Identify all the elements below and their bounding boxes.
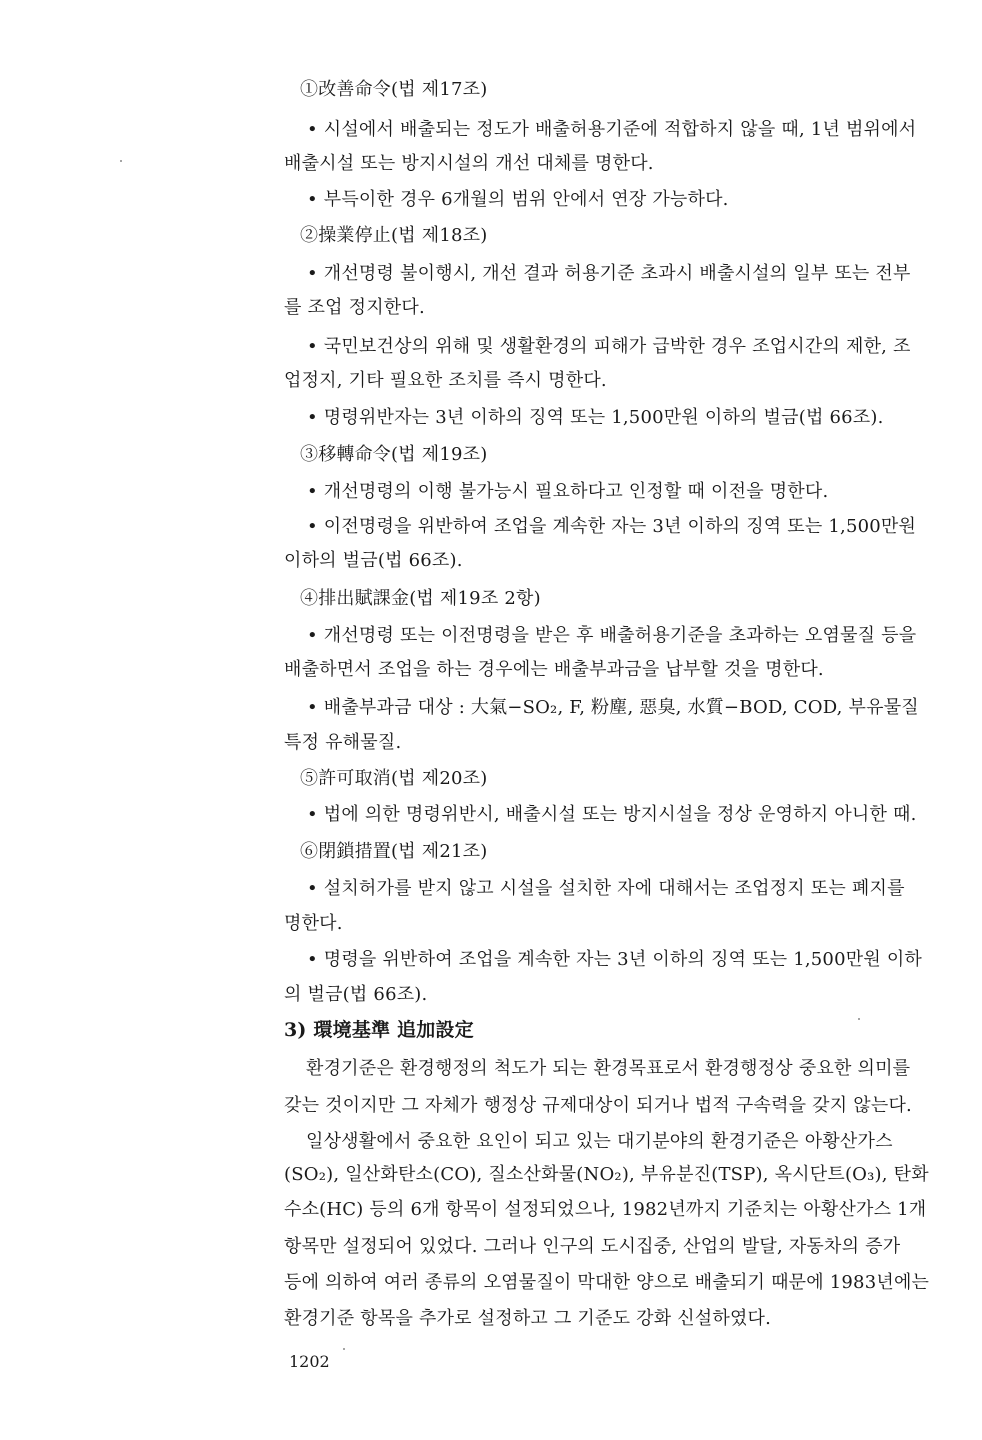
continuation-line: 등에 의하여 여러 종류의 오염물질이 막대한 양으로 배출되기 때문에 1983년에는	[284, 1272, 930, 1293]
paragraph-line: 일상생활에서 중요한 요인이 되고 있는 대기분야의 환경기준은 아황산가스	[306, 1131, 893, 1152]
continuation-line: 명한다.	[284, 913, 343, 934]
page-number: 1202	[289, 1352, 330, 1371]
bullet-line: • 개선명령 불이행시, 개선 결과 허용기준 초과시 배출시설의 일부 또는 전부	[307, 263, 911, 284]
bullet-line: • 설치허가를 받지 않고 시설을 설치한 자에 대해서는 조업정지 또는 폐지를	[307, 878, 905, 899]
scan-speck	[120, 160, 122, 162]
item-heading-operation-stop: ②操業停止(법 제18조)	[300, 225, 488, 246]
continuation-line: 갖는 것이지만 그 자체가 행정상 규제대상이 되거나 법적 구속력을 갖지 않는다.	[284, 1095, 912, 1116]
continuation-line: 배출시설 또는 방지시설의 개선 대체를 명한다.	[284, 153, 654, 174]
bullet-line: • 법에 의한 명령위반시, 배출시설 또는 방지시설을 정상 운영하지 아니한 때.	[307, 804, 917, 825]
item-heading-relocation-order: ③移轉命令(법 제19조)	[300, 444, 488, 465]
bullet-line: • 명령위반자는 3년 이하의 징역 또는 1,500만원 이하의 벌금(법 66조).	[307, 407, 884, 428]
continuation-line: (SO₂), 일산화탄소(CO), 질소산화물(NO₂), 부유분진(TSP), 옥시단트(O₃), 탄화	[284, 1164, 929, 1185]
continuation-line: 환경기준 항목을 추가로 설정하고 그 기준도 강화 신설하였다.	[284, 1308, 772, 1329]
item-heading-permit-cancel: ⑤許可取消(법 제20조)	[300, 768, 488, 789]
scan-speck	[858, 1018, 860, 1020]
continuation-line: 배출하면서 조업을 하는 경우에는 배출부과금을 납부할 것을 명한다.	[284, 659, 824, 680]
bullet-line: • 배출부과금 대상 : 大氣−SO₂, F, 粉塵, 惡臭, 水質−BOD, COD, 부유물질	[307, 697, 919, 718]
bullet-line: • 명령을 위반하여 조업을 계속한 자는 3년 이하의 징역 또는 1,500만원 이하	[307, 949, 923, 970]
continuation-line: 업정지, 기타 필요한 조치를 즉시 명한다.	[284, 370, 607, 391]
bullet-line: • 이전명령을 위반하여 조업을 계속한 자는 3년 이하의 징역 또는 1,500만원	[307, 516, 917, 537]
scan-speck	[343, 1348, 345, 1350]
bullet-line: • 국민보건상의 위해 및 생활환경의 피해가 급박한 경우 조업시간의 제한, 조	[307, 336, 911, 357]
paragraph-line: 환경기준은 환경행정의 척도가 되는 환경목표로서 환경행정상 중요한 의미를	[306, 1058, 911, 1079]
bullet-line: • 개선명령의 이행 불가능시 필요하다고 인정할 때 이전을 명한다.	[307, 481, 829, 502]
bullet-line: • 부득이한 경우 6개월의 범위 안에서 연장 가능하다.	[307, 189, 729, 210]
section-heading: 3) 環境基準 追加設定	[284, 1019, 474, 1041]
continuation-line: 의 벌금(법 66조).	[284, 984, 428, 1005]
continuation-line: 이하의 벌금(법 66조).	[284, 550, 463, 571]
continuation-line: 항목만 설정되어 있었다. 그러나 인구의 도시집중, 산업의 발달, 자동차의 증가	[284, 1236, 901, 1257]
continuation-line: 를 조업 정지한다.	[284, 297, 425, 318]
bullet-line: • 시설에서 배출되는 정도가 배출허용기준에 적합하지 않을 때, 1년 범위에서	[307, 119, 917, 140]
continuation-line: 수소(HC) 등의 6개 항목이 설정되었으나, 1982년까지 기준치는 아황산가스 1개	[284, 1199, 927, 1220]
bullet-line: • 개선명령 또는 이전명령을 받은 후 배출허용기준을 초과하는 오염물질 등을	[307, 625, 917, 646]
continuation-line: 특정 유해물질.	[284, 732, 402, 753]
item-heading-improvement-order: ①改善命令(법 제17조)	[300, 79, 488, 100]
item-heading-emission-charge: ④排出賦課金(법 제19조 2항)	[300, 588, 541, 609]
item-heading-closure-measure: ⑥閉鎖措置(법 제21조)	[300, 841, 488, 862]
